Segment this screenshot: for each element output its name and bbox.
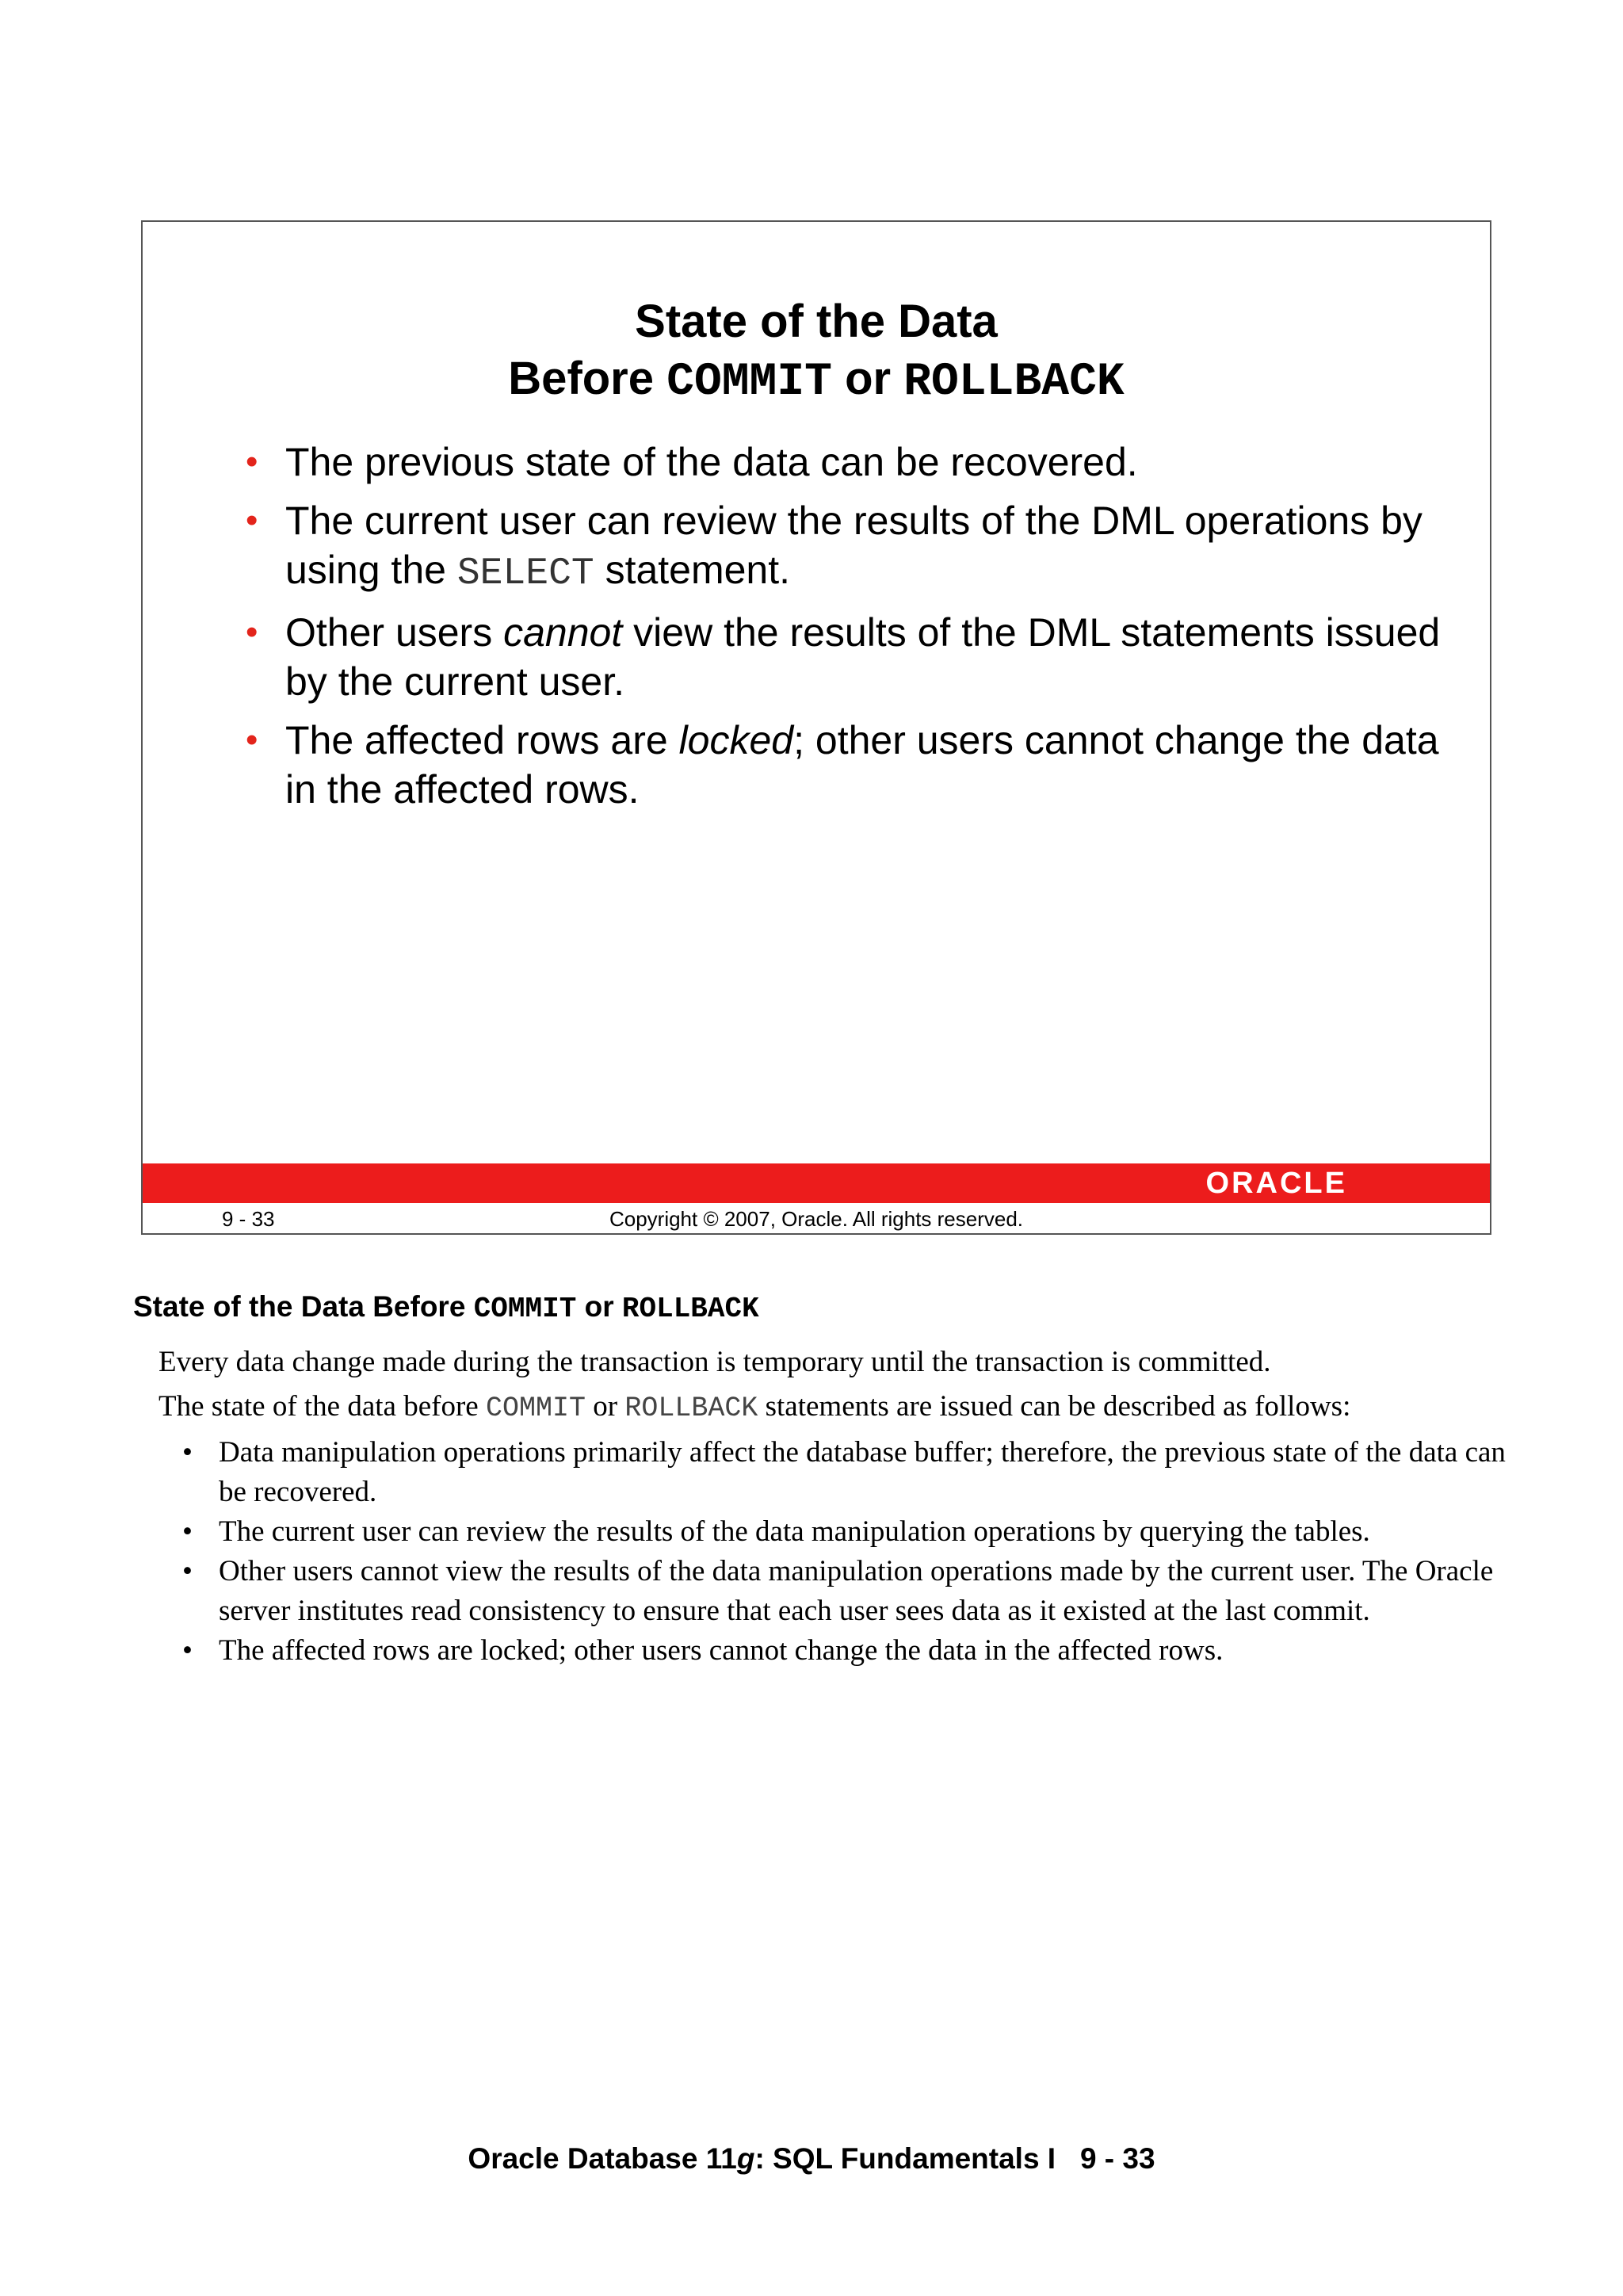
- slide-bullet-text: The current user can review the results of the DML operations by using the: [285, 499, 1423, 592]
- slide-title-line2: [143, 350, 1490, 411]
- slide-bullet-emphasis: locked: [678, 718, 794, 762]
- notes-heading-or: or: [584, 1290, 614, 1323]
- notes-section: [133, 1288, 1520, 1671]
- slide-bullet: [246, 608, 1450, 706]
- notes-paragraph: Every data change made during the transaction is temporary until the transaction is committed.: [158, 1346, 1271, 1378]
- notes-list-item-text: The current user can review the results of the data manipulation operations by querying the tables.: [219, 1515, 1370, 1548]
- notes-heading-commit: COMMIT: [473, 1293, 577, 1325]
- slide-bullet-text: The previous state of the data can be recovered.: [285, 440, 1138, 484]
- notes-list-item: [158, 1631, 1520, 1671]
- notes-text: statements are issued can be described as follows:: [765, 1390, 1351, 1423]
- slide-bullet-list: [246, 437, 1450, 823]
- notes-heading-rollback: ROLLBACK: [621, 1293, 759, 1325]
- slide-red-bar: [143, 1163, 1490, 1203]
- slide-bullet: [246, 437, 1450, 487]
- slide-title: [143, 293, 1490, 411]
- slide-footer: [143, 1203, 1490, 1235]
- notes-bullet-list: [158, 1433, 1520, 1671]
- slide-bullet-text: Other users: [285, 610, 493, 655]
- footer-title: Oracle Database 11: [468, 2142, 737, 2175]
- oracle-logo: ORACLE: [1205, 1167, 1347, 1200]
- notes-list-item-text: Data manipulation operations primarily affect the database buffer; therefore, the previous state of the data can be recovered.: [219, 1436, 1506, 1508]
- bullet-dot-icon: •: [182, 1634, 193, 1667]
- bullet-dot-icon: •: [246, 501, 258, 540]
- slide-bullet-text: statement.: [605, 548, 791, 592]
- notes-list-item-text: The affected rows are locked; other users cannot change the data in the affected rows.: [219, 1634, 1224, 1667]
- slide-bullet-code: SELECT: [456, 552, 594, 595]
- bullet-dot-icon: •: [246, 442, 258, 481]
- notes-heading: [133, 1288, 1520, 1328]
- copyright-text: Copyright © 2007, Oracle. All rights reserved.: [609, 1207, 1024, 1231]
- slide-bullet-text: view the results of the DML statements issued by the current user.: [285, 610, 1441, 704]
- slide-title-or: or: [845, 353, 892, 404]
- slide-frame: [141, 220, 1491, 1235]
- slide-bullet-text: ; other users cannot change the data in the affected rows.: [285, 718, 1439, 812]
- notes-text: or: [593, 1390, 618, 1423]
- page-footer: [0, 2140, 1623, 2178]
- notes-text: The state of the data before: [158, 1390, 479, 1423]
- footer-title-g: g: [736, 2142, 755, 2175]
- notes-heading-text: State of the Data Before: [133, 1290, 466, 1323]
- bullet-dot-icon: •: [182, 1515, 193, 1548]
- slide-bullet-emphasis: cannot: [503, 610, 623, 655]
- bullet-dot-icon: •: [246, 613, 258, 651]
- slide-title-rollback: ROLLBACK: [903, 357, 1125, 408]
- slide-number: 9 - 33: [222, 1207, 275, 1231]
- notes-code-rollback: ROLLBACK: [624, 1392, 758, 1424]
- slide-title-before: Before: [508, 353, 655, 404]
- notes-body: [158, 1343, 1520, 1671]
- footer-page-number: 9 - 33: [1079, 2142, 1155, 2175]
- bullet-dot-icon: •: [182, 1555, 193, 1587]
- slide-title-commit: COMMIT: [666, 357, 832, 408]
- footer-title-rest: : SQL Fundamentals I: [754, 2142, 1056, 2175]
- notes-list-item-text: Other users cannot view the results of the data manipulation operations made by the current user. The Oracle server institutes read consistency to ensure that each user sees data as it existed at the last commit.: [219, 1555, 1494, 1627]
- slide-title-line1: State of the Data: [635, 296, 998, 347]
- slide-bullet-text: The affected rows are: [285, 718, 668, 762]
- slide-bullet: [246, 716, 1450, 814]
- slide-bullet: [246, 496, 1450, 598]
- notes-list-item: [158, 1433, 1520, 1512]
- notes-list-item: [158, 1552, 1520, 1631]
- notes-code-commit: COMMIT: [485, 1392, 586, 1424]
- bullet-dot-icon: •: [182, 1436, 193, 1469]
- notes-list-item: [158, 1512, 1520, 1552]
- bullet-dot-icon: •: [246, 720, 258, 759]
- notes-paragraph: [158, 1387, 1520, 1428]
